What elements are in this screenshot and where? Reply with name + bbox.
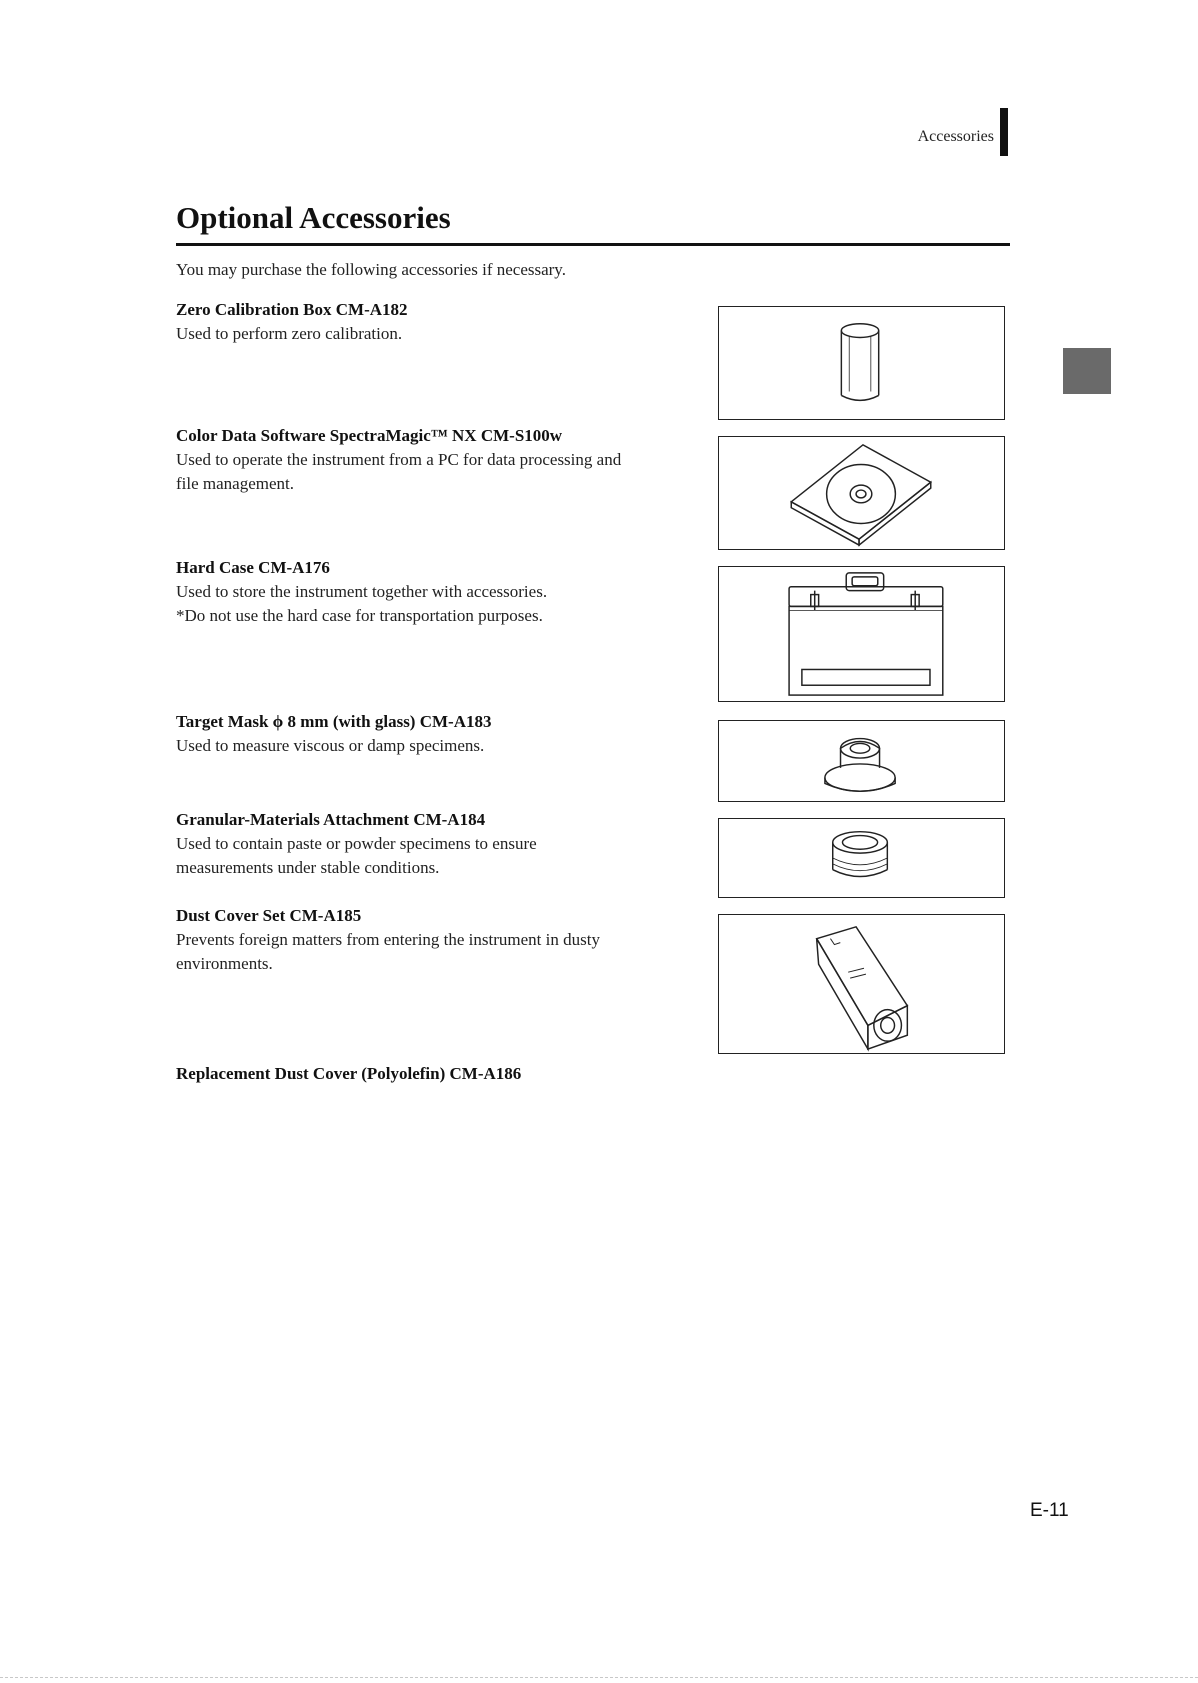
title-divider [176,243,1010,246]
accessory-description: file management. [176,474,295,493]
accessory-description: Used to perform zero calibration. [176,324,403,343]
accessory-description: measurements under stable conditions. [176,858,440,877]
accessory-title: Hard Case CM-A176 [176,558,330,577]
accessory-description: Used to store the instrument together with accessories. [176,582,548,601]
accessory-image-box [718,720,1005,802]
accessory-image-box [718,566,1005,702]
header-tab-marker [1000,108,1008,156]
page-number: E-11 [1030,1500,1069,1521]
accessory-title: Color Data Software SpectraMagic™ NX CM-S100w [176,426,563,445]
accessory-item [176,808,706,880]
hard-case-icon [719,567,1004,701]
accessory-item [176,710,706,758]
accessory-item [176,298,706,346]
calibration-cylinder-icon [719,307,1004,419]
accessory-image-box [718,306,1005,420]
target-mask-icon [719,721,1004,801]
accessory-item [176,904,706,976]
accessory-item [176,1062,706,1086]
accessory-description: environments. [176,954,273,973]
intro-text: You may purchase the following accessories if necessary. [176,260,566,279]
accessory-description: Used to measure viscous or damp specimens. [176,736,485,755]
accessory-title: Zero Calibration Box CM-A182 [176,300,408,319]
accessory-image-box [718,914,1005,1054]
page-title: Optional Accessories [176,200,451,235]
accessory-description: *Do not use the hard case for transportation purposes. [176,606,543,625]
side-thumb-tab [1063,348,1111,394]
granular-attachment-icon [719,819,1004,897]
accessory-description: Used to operate the instrument from a PC for data processing and [176,450,622,469]
accessory-title: Granular-Materials Attachment CM-A184 [176,810,486,829]
accessory-description: Used to contain paste or powder specimens to ensure [176,834,537,853]
header-section-label: Accessories [917,128,994,145]
software-cd-icon [719,437,1004,549]
accessory-item [176,556,706,628]
accessory-title: Replacement Dust Cover (Polyolefin) CM-A186 [176,1064,522,1083]
accessory-image-box [718,818,1005,898]
accessory-image-box [718,436,1005,550]
accessory-title: Target Mask ϕ 8 mm (with glass) CM-A183 [176,712,492,731]
accessory-item [176,424,706,496]
scan-edge-line [0,1677,1198,1678]
dust-cover-icon [719,915,1004,1053]
accessory-title: Dust Cover Set CM-A185 [176,906,362,925]
accessory-description: Prevents foreign matters from entering the instrument in dusty [176,930,600,949]
